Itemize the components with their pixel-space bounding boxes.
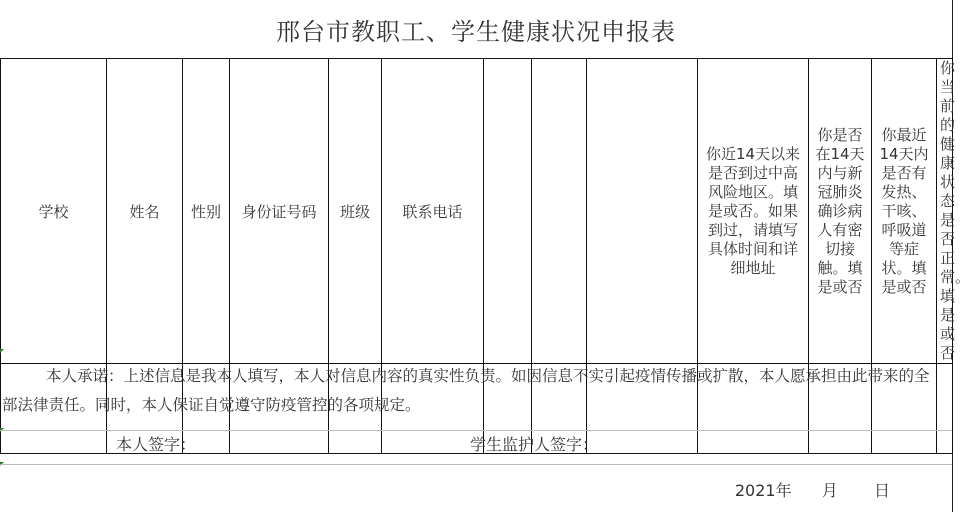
signature-divider xyxy=(0,430,952,431)
header-school: 学校 xyxy=(1,59,107,364)
cell-marker-1 xyxy=(0,349,4,353)
header-id-number: 身份证号码 xyxy=(230,59,329,364)
header-blank-3 xyxy=(587,59,698,364)
header-symptoms: 你最近14天内是否有发热、干咳、呼吸道等症状。填是或否 xyxy=(872,59,937,364)
date-line xyxy=(735,478,890,501)
promise-statement: 本人承诺：上述信息是我本人填写，本人对信息内容的真实性负责。如因信息不实引起疫情传播或扩散，本人愿承担由此带来的全部法律责任。同时，本人保证自觉遵守防疫管控的各项规定。 xyxy=(2,367,930,414)
header-blank-2 xyxy=(532,59,587,364)
header-health-status: 你当前的健康状态是否正常。填是或否 xyxy=(937,59,953,364)
guardian-signature-label: 学生监护人签字： xyxy=(470,435,599,454)
date-divider xyxy=(0,464,952,465)
header-gender: 性别 xyxy=(183,59,230,364)
header-row xyxy=(1,59,953,364)
header-high-risk-area: 你近14天以来是否到过中高风险地区。填是或否。如果到过，请填写具体时间和详细地址 xyxy=(698,59,809,364)
header-class: 班级 xyxy=(329,59,382,364)
date-month: 月 xyxy=(821,481,838,500)
self-signature-label: 本人签字： xyxy=(116,435,197,454)
header-name: 姓名 xyxy=(107,59,183,364)
header-close-contact: 你是否在14天内与新冠肺炎确诊病人有密切接触。填是或否 xyxy=(809,59,872,364)
date-year: 2021年 xyxy=(734,481,792,500)
date-day: 日 xyxy=(873,481,890,500)
form-title: 邢台市教职工、学生健康状况申报表 xyxy=(276,17,676,46)
header-phone: 联系电话 xyxy=(382,59,484,364)
header-blank-1 xyxy=(484,59,532,364)
